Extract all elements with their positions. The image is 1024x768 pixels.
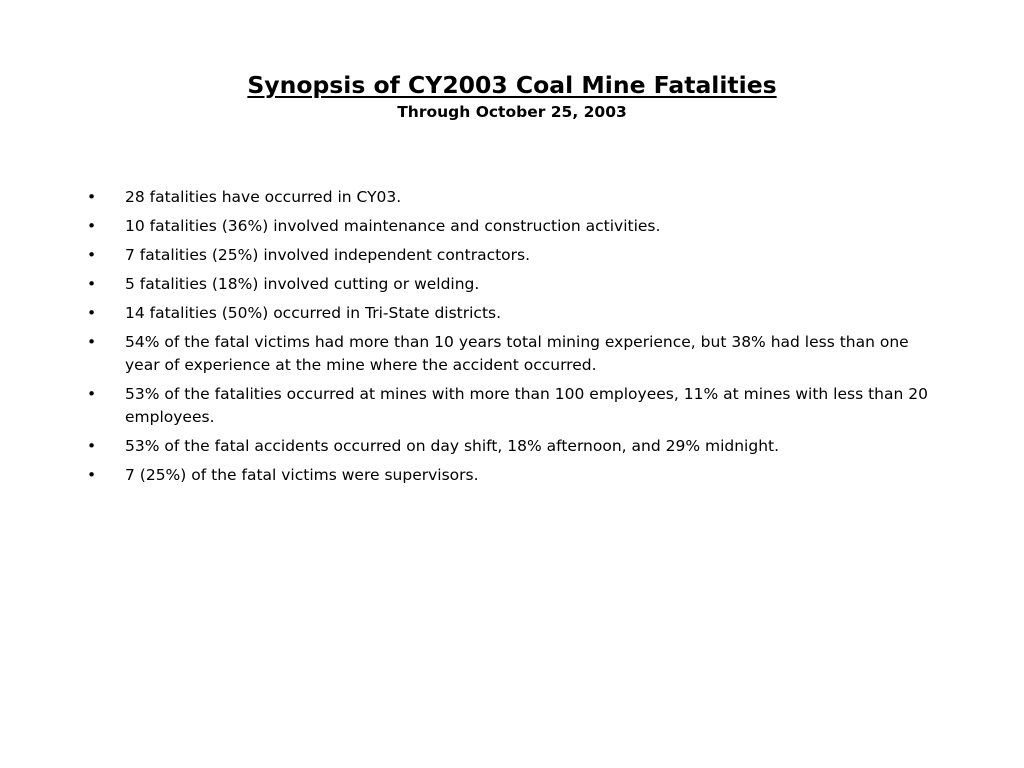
list-item-text: 7 (25%) of the fatal victims were supervisors.: [125, 466, 479, 484]
bullet-icon: •: [87, 188, 97, 206]
list-item: [87, 273, 947, 296]
list-item: [87, 215, 947, 238]
list-item: [87, 186, 947, 209]
list-item-text: 7 fatalities (25%) involved independent contractors.: [125, 246, 531, 264]
list-item: [87, 331, 947, 377]
bullet-icon: •: [87, 304, 97, 322]
bullet-icon: •: [87, 385, 97, 403]
title-block: [0, 68, 1024, 122]
bullet-icon: •: [87, 333, 97, 351]
list-item-text: 54% of the fatal victims had more than 10 years total mining experience, but 38% had less than one year of experience at the mine where the accident occurred.: [125, 333, 909, 374]
list-item: [87, 435, 947, 458]
list-item-text: 10 fatalities (36%) involved maintenance and construction activities.: [125, 217, 661, 235]
bullet-icon: •: [87, 217, 97, 235]
list-item-text: 28 fatalities have occurred in CY03.: [125, 188, 402, 206]
list-item: [87, 244, 947, 267]
list-item: [87, 464, 947, 487]
list-item: [87, 383, 947, 429]
bullet-icon: •: [87, 275, 97, 293]
bullet-icon: •: [87, 437, 97, 455]
page-title: Synopsis of CY2003 Coal Mine Fatalities: [247, 71, 777, 99]
page-subtitle: Through October 25, 2003: [397, 103, 627, 121]
list-item-text: 5 fatalities (18%) involved cutting or welding.: [125, 275, 480, 293]
list-item-text: 14 fatalities (50%) occurred in Tri-State districts.: [125, 304, 502, 322]
list-item-text: 53% of the fatalities occurred at mines with more than 100 employees, 11% at mines with less than 20 employees.: [125, 385, 928, 426]
bullet-icon: •: [87, 246, 97, 264]
list-item: [87, 302, 947, 325]
bullet-icon: •: [87, 466, 97, 484]
bullet-list: [87, 186, 947, 493]
list-item-text: 53% of the fatal accidents occurred on day shift, 18% afternoon, and 29% midnight.: [125, 437, 780, 455]
